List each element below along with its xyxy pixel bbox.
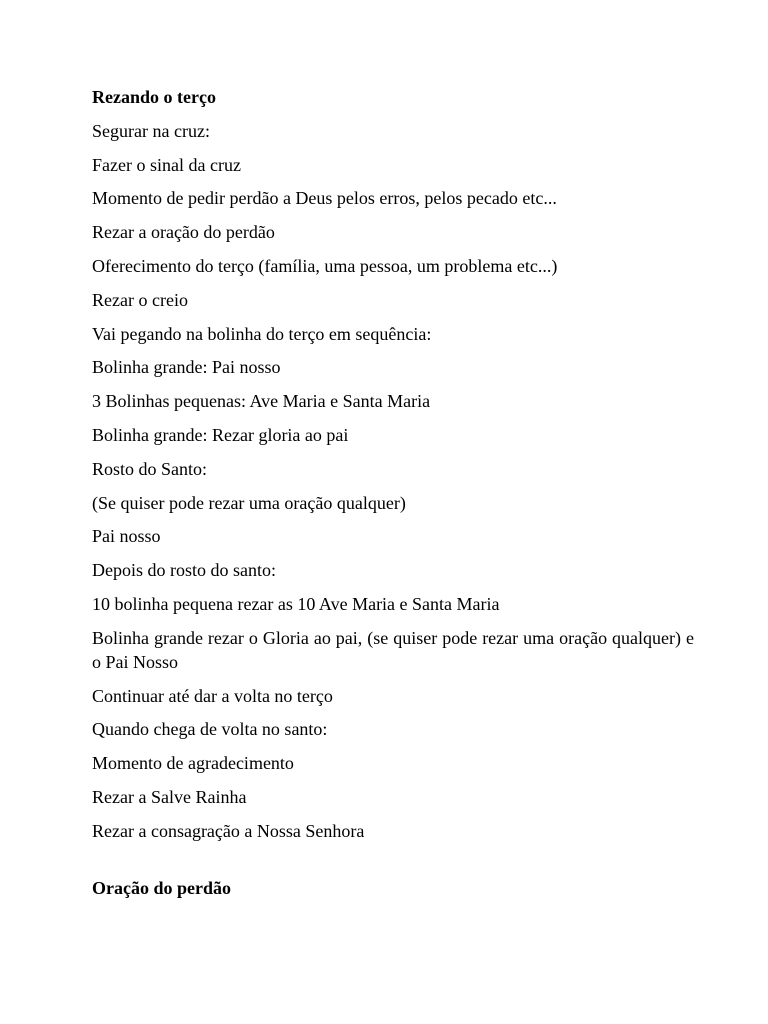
text-line: Pai nosso [92,526,161,547]
text-line: Segurar na cruz: [92,120,210,141]
text-line: Bolinha grande: Pai nosso [92,357,281,378]
section-title: Oração do perdão [92,878,231,899]
blank-line [92,853,694,877]
text-line: (Se quiser pode rezar uma oração qualquer) [92,492,406,513]
text-line: Momento de pedir perdão a Deus pelos erros, pelos pecado etc... [92,188,557,209]
text-line: Rezar o creio [92,289,188,310]
text-line: Rezar a oração do perdão [92,222,275,243]
text-paragraph: Bolinha grande rezar o Gloria ao pai, (se quiser pode rezar uma oração qualquer) e o Pai Nosso [92,627,694,672]
text-line: Quando chega de volta no santo: [92,719,328,740]
text-line: Continuar até dar a volta no terço [92,685,333,706]
text-line: Vai pegando na bolinha do terço em sequência: [92,323,432,344]
document-title: Rezando o terço [92,87,216,107]
text-line: 3 Bolinhas pequenas: Ave Maria e Santa Maria [92,391,431,412]
text-line: Oferecimento do terço (família, uma pessoa, um problema etc...) [92,255,558,276]
text-line: Depois do rosto do santo: [92,560,276,581]
text-line: Rosto do Santo: [92,458,208,479]
document-page [92,85,694,910]
text-line: Rezar a Salve Rainha [92,786,247,807]
text-line: Rezar a consagração a Nossa Senhora [92,820,365,841]
text-line: Momento de agradecimento [92,753,294,774]
text-line: Fazer o sinal da cruz [92,154,241,175]
text-line: Bolinha grande: Rezar gloria ao pai [92,424,349,445]
text-line: 10 bolinha pequena rezar as 10 Ave Maria e Santa Maria [92,593,500,614]
